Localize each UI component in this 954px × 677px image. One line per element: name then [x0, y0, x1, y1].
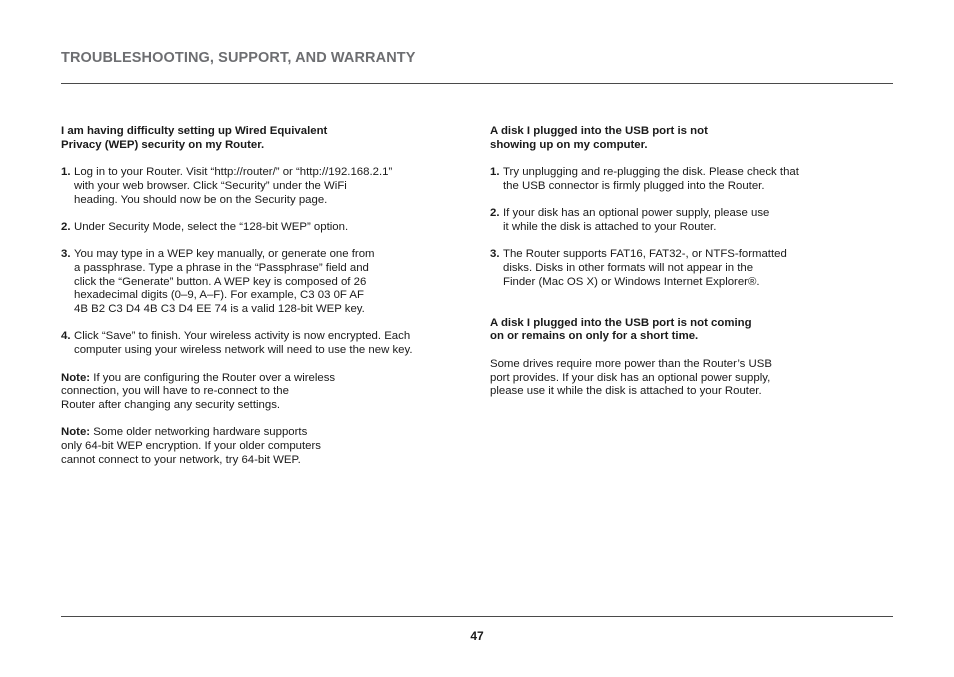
question-heading-wep: [61, 125, 471, 152]
step-4: [61, 330, 471, 357]
heading-line: showing up on my computer.: [490, 138, 648, 151]
note-text: Router after changing any security settings.: [61, 398, 281, 411]
note-first-line: [61, 426, 471, 440]
step-text: Under Security Mode, select the “128-bit WEP” option.: [74, 220, 349, 233]
note-text: Some older networking hardware supports: [90, 426, 308, 439]
heading-line: A disk I plugged into the USB port is not coming: [490, 316, 752, 329]
step-number: 1.: [490, 166, 500, 179]
step-text: it while the disk is attached to your Router.: [503, 220, 717, 233]
right-column: [490, 125, 850, 413]
step-3: [490, 248, 850, 289]
step-2: [490, 207, 850, 234]
step-text: 4B B2 C3 D4 4B C3 D4 EE 74 is a valid 128-bit WEP key.: [74, 303, 365, 316]
note-text: cannot connect to your network, try 64-bit WEP.: [61, 453, 301, 466]
step-text: Finder (Mac OS X) or Windows Internet Explorer®.: [503, 275, 760, 288]
header-divider: [61, 83, 893, 84]
heading-line: I am having difficulty setting up Wired Equivalent: [61, 125, 328, 137]
step-text: You may type in a WEP key manually, or generate one from: [74, 248, 375, 261]
step-text: hexadecimal digits (0–9, A–F). For example, C3 03 0F AF: [74, 289, 364, 302]
step-number: 2.: [61, 220, 71, 233]
note-first-line: [61, 372, 471, 386]
step-text: heading. You should now be on the Security page.: [74, 193, 328, 206]
left-column: [61, 125, 471, 481]
note-text: If you are configuring the Router over a wireless: [90, 371, 336, 384]
section-spacer: [490, 303, 850, 317]
note-label: Note:: [61, 371, 91, 384]
step-number: 3.: [61, 248, 71, 261]
step-number: 1.: [61, 166, 71, 179]
step-text: Try unplugging and re-plugging the disk. Please check that: [503, 166, 799, 179]
page-number: 47: [470, 629, 484, 643]
step-text: a passphrase. Type a phrase in the “Passphrase” field and: [74, 261, 369, 274]
step-1: [61, 166, 471, 207]
step-text: Log in to your Router. Visit “http://router/” or “http://192.168.2.1”: [74, 166, 393, 179]
note-label: Note:: [61, 426, 91, 439]
step-number: 2.: [490, 207, 500, 220]
step-number: 4.: [61, 330, 71, 343]
question-heading-usb-not-showing: [490, 125, 850, 152]
answer-paragraph: [490, 358, 850, 399]
paragraph-line: port provides. If your disk has an optional power supply,: [490, 371, 771, 384]
step-text: The Router supports FAT16, FAT32-, or NTFS-formatted: [503, 248, 787, 261]
footer-divider: [61, 616, 893, 617]
step-text: disks. Disks in other formats will not appear in the: [503, 261, 754, 274]
note-text: only 64-bit WEP encryption. If your older computers: [61, 440, 321, 453]
step-text: the USB connector is firmly plugged into the Router.: [503, 179, 765, 192]
note-1: [61, 372, 471, 413]
section-header-title: TROUBLESHOOTING, SUPPORT, AND WARRANTY: [61, 50, 416, 66]
question-heading-usb-power: [490, 317, 850, 344]
heading-line: on or remains on only for a short time.: [490, 330, 699, 343]
step-1: [490, 166, 850, 193]
step-text: Click “Save” to finish. Your wireless activity is now encrypted. Each: [74, 330, 411, 343]
step-3: [61, 248, 471, 317]
note-text: connection, you will have to re-connect to the: [61, 385, 289, 398]
step-number: 3.: [490, 248, 500, 261]
step-text: with your web browser. Click “Security” under the WiFi: [74, 179, 347, 192]
step-text: If your disk has an optional power supply, please use: [503, 207, 770, 220]
heading-line: Privacy (WEP) security on my Router.: [61, 138, 265, 151]
note-2: [61, 426, 471, 467]
paragraph-line: please use it while the disk is attached to your Router.: [490, 385, 762, 398]
step-text: click the “Generate” button. A WEP key is composed of 26: [74, 275, 367, 288]
paragraph-line: Some drives require more power than the Router’s USB: [490, 357, 772, 370]
step-text: computer using your wireless network will need to use the new key.: [74, 344, 413, 357]
step-2: [61, 221, 471, 235]
heading-line: A disk I plugged into the USB port is not: [490, 125, 708, 137]
